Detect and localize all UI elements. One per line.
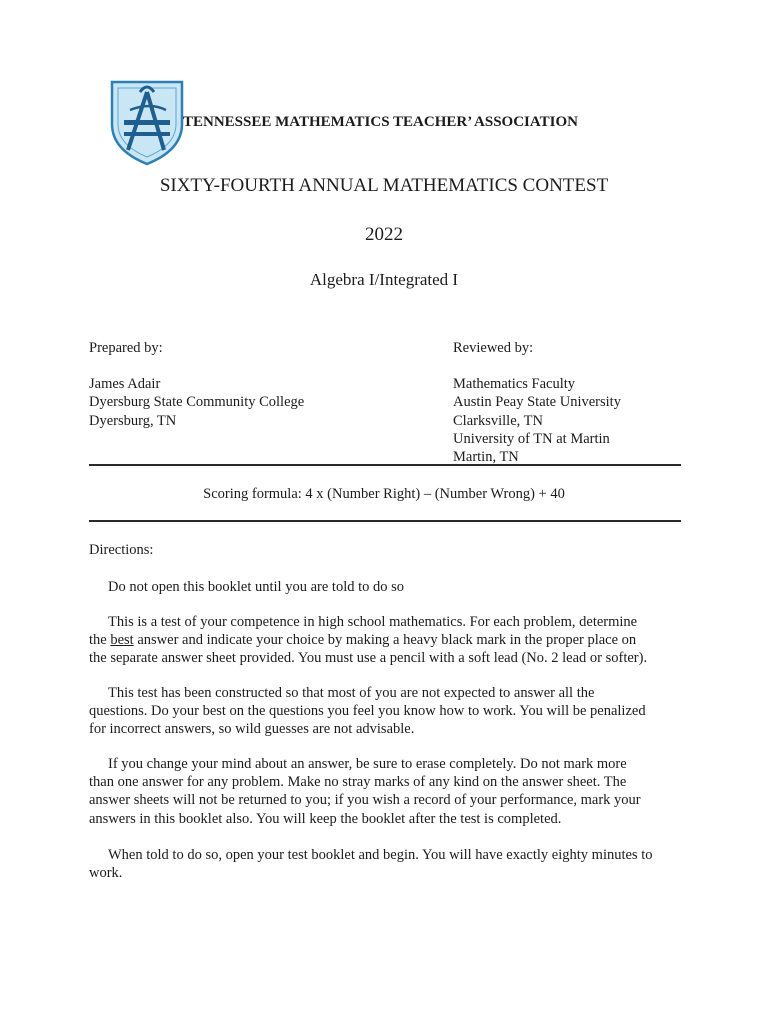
- paragraph-line: When told to do so, open your test booklet and begin. You will have exactly eighty minutes to: [108, 847, 653, 863]
- text-run: answer and indicate your choice by making a heavy black mark in the proper place on: [133, 632, 637, 649]
- directions-paragraph: [89, 684, 689, 739]
- paragraph-line: work.: [89, 865, 123, 882]
- reviewed-by-line: Martin, TN: [453, 449, 519, 466]
- directions-paragraph: [89, 578, 689, 596]
- paragraph-line: If you change your mind about an answer, be sure to erase completely. Do not mark more: [108, 756, 627, 772]
- underlined-word: best: [110, 632, 134, 649]
- contest-subject: Algebra I/Integrated I: [309, 270, 459, 289]
- directions-paragraph: [89, 613, 689, 668]
- paragraph-line: questions. Do your best on the questions you feel you know how to work. You will be penalized: [89, 703, 646, 720]
- text-run: the: [89, 632, 111, 649]
- paragraph-line: answers in this booklet also. You will keep the booklet after the test is completed.: [89, 810, 562, 827]
- paragraph-line: answer sheets will not be returned to you; if you wish a record of your performance, mark your: [89, 792, 641, 809]
- reviewed-by-line: Clarksville, TN: [453, 412, 543, 429]
- paragraph-line: [89, 631, 689, 649]
- directions-label: Directions:: [89, 542, 154, 558]
- prepared-by-line: Dyersburg, TN: [89, 412, 177, 429]
- contest-title: SIXTY-FOURTH ANNUAL MATHEMATICS CONTEST: [159, 175, 609, 196]
- contest-year: 2022: [365, 224, 403, 245]
- reviewed-by-block: [453, 339, 621, 466]
- reviewed-by-line: University of TN at Martin: [453, 430, 610, 447]
- horizontal-divider: [89, 464, 681, 466]
- paragraph-line: This is a test of your competence in high school mathematics. For each problem, determine: [108, 614, 638, 630]
- paragraph-line: for incorrect answers, so wild guesses are not advisable.: [89, 721, 415, 738]
- directions-paragraph: [89, 846, 689, 882]
- directions-paragraph: [89, 755, 689, 828]
- paragraph-line: than one answer for any problem. Make no stray marks of any kind on the answer sheet. The: [89, 774, 627, 791]
- paragraph-line: Do not open this booklet until you are told to do so: [108, 579, 405, 595]
- prepared-by-line: James Adair: [89, 376, 161, 393]
- paragraph-line: This test has been constructed so that most of you are not expected to answer all the: [108, 685, 595, 701]
- prepared-by-block: [89, 339, 304, 430]
- reviewed-by-label: Reviewed by:: [453, 340, 534, 356]
- organization-name: TENNESSEE MATHEMATICS TEACHER’ ASSOCIATION: [183, 114, 578, 130]
- reviewed-by-line: Austin Peay State University: [453, 394, 621, 411]
- horizontal-divider: [89, 520, 681, 522]
- compass-shield-icon: [110, 80, 184, 166]
- paragraph-line: the separate answer sheet provided. You must use a pencil with a soft lead (No. 2 lead or softer).: [89, 650, 648, 667]
- reviewed-by-line: Mathematics Faculty: [453, 376, 576, 393]
- prepared-by-line: Dyersburg State Community College: [89, 394, 305, 411]
- prepared-by-label: Prepared by:: [89, 340, 163, 356]
- scoring-formula: Scoring formula: 4 x (Number Right) – (Number Wrong) + 40: [203, 486, 565, 502]
